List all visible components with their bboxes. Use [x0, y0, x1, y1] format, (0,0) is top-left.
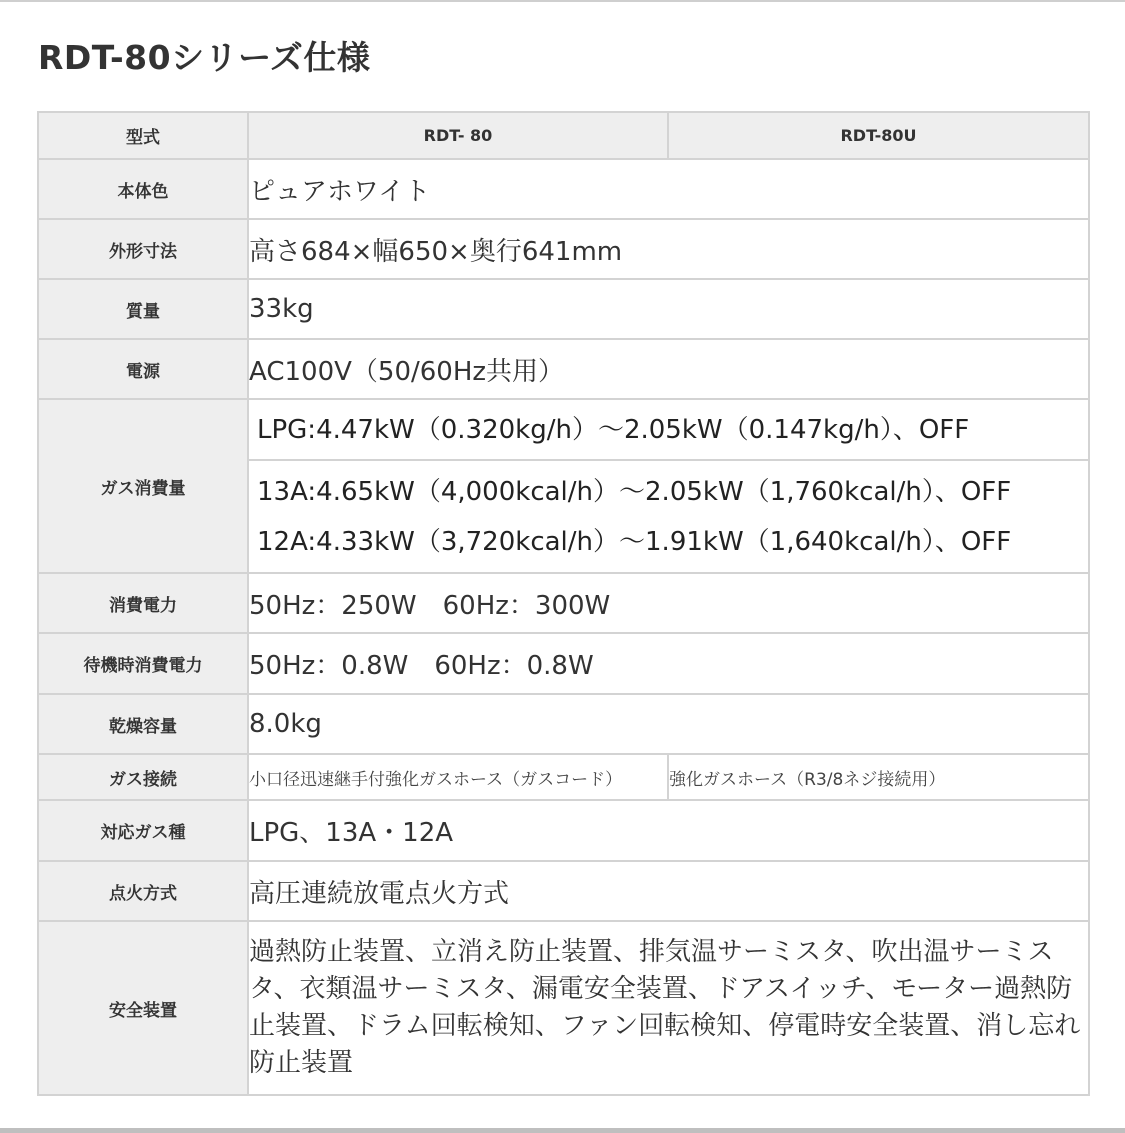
row-label: 外形寸法	[38, 219, 248, 279]
table-row-color	[38, 159, 1089, 219]
bottom-border	[0, 1128, 1125, 1133]
gas-consumption-12a: 12A:4.33kW（3,720kcal/h）～1.91kW（1,640kcal/h）、OFF	[257, 526, 1012, 557]
row-label: 乾燥容量	[38, 694, 248, 754]
row-label: 電源	[38, 339, 248, 399]
row-value: 50Hz：250W 60Hz：300W	[248, 573, 1089, 633]
row-label: ガス消費量	[38, 399, 248, 573]
row-value: 高圧連続放電点火方式	[248, 861, 1089, 921]
row-label: 安全装置	[38, 921, 248, 1095]
row-label: ガス接続	[38, 754, 248, 800]
row-label: 対応ガス種	[38, 800, 248, 861]
header-label-model: 型式	[38, 112, 248, 159]
table-row-gas-types	[38, 800, 1089, 861]
table-row-power-consumption	[38, 573, 1089, 633]
row-label: 質量	[38, 279, 248, 339]
row-value: ピュアホワイト	[248, 159, 1089, 219]
row-value: LPG、13A・12A	[248, 800, 1089, 861]
row-value: 50Hz：0.8W 60Hz：0.8W	[248, 633, 1089, 694]
gas-consumption-lpg: LPG:4.47kW（0.320kg/h）～2.05kW（0.147kg/h）、OFF	[249, 401, 1088, 461]
table-row-safety	[38, 921, 1089, 1095]
gas-connection-rdt80: 小口径迅速継手付強化ガスホース（ガスコード）	[248, 754, 668, 800]
spec-table	[37, 111, 1090, 1096]
gas-consumption-13a: 13A:4.65kW（4,000kcal/h）～2.05kW（1,760kcal/h）、OFF	[257, 476, 1012, 507]
row-label: 待機時消費電力	[38, 633, 248, 694]
table-row-standby-power	[38, 633, 1089, 694]
table-row-dimensions	[38, 219, 1089, 279]
table-row-power-source	[38, 339, 1089, 399]
table-header-row	[38, 112, 1089, 159]
gas-connection-rdt80u: 強化ガスホース（R3/8ネジ接続用）	[668, 754, 1089, 800]
table-row-drying-capacity	[38, 694, 1089, 754]
row-label: 消費電力	[38, 573, 248, 633]
page-title: RDT-80シリーズ仕様	[38, 38, 371, 77]
row-value: 高さ684×幅650×奥行641mm	[248, 219, 1089, 279]
row-label: 点火方式	[38, 861, 248, 921]
header-model-rdt80u: RDT-80U	[668, 112, 1089, 159]
header-model-rdt80: RDT- 80	[248, 112, 668, 159]
row-value: 過熱防止装置、立消え防止装置、排気温サーミスタ、吹出温サーミスタ、衣類温サーミスタ、漏電安全装置、ドアスイッチ、モーター過熱防止装置、ドラム回転検知、ファン回転検知、停電時安全装置、消し忘れ防止装置	[248, 921, 1089, 1095]
row-value: 8.0kg	[248, 694, 1089, 754]
row-value: 33kg	[248, 279, 1089, 339]
table-row-ignition	[38, 861, 1089, 921]
row-value: AC100V（50/60Hz共用）	[248, 339, 1089, 399]
gas-consumption-cell	[248, 399, 1089, 573]
table-row-mass	[38, 279, 1089, 339]
table-row-gas-connection	[38, 754, 1089, 800]
top-border	[0, 0, 1125, 2]
row-label: 本体色	[38, 159, 248, 219]
table-row-gas-consumption	[38, 399, 1089, 573]
